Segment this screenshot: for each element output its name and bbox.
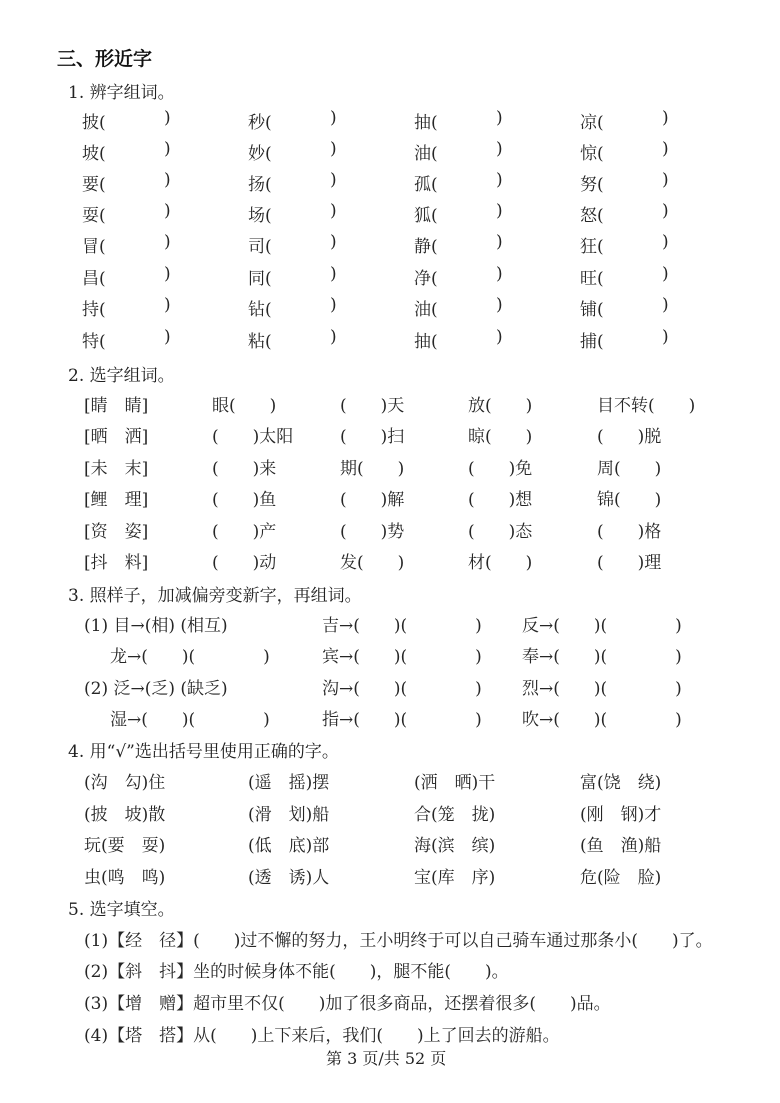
- q1-item: 油(: [414, 300, 438, 320]
- q3-item[interactable]: 吉→( )( ): [322, 616, 482, 636]
- q1-item: 捕(: [580, 332, 604, 352]
- q2-char-pair: [睛 睛]: [84, 396, 149, 416]
- q4-choice-item[interactable]: 玩(要 耍): [84, 836, 166, 856]
- q1-item: 狐(: [414, 206, 438, 226]
- q1-item: 司(: [248, 237, 272, 257]
- q1-answer-blank[interactable]: ): [496, 139, 503, 159]
- q1-answer-blank[interactable]: ): [164, 327, 171, 347]
- q1-answer-blank[interactable]: ): [662, 295, 669, 315]
- q2-answer-item[interactable]: ( )免: [468, 459, 533, 479]
- q1-item: 凉(: [580, 113, 604, 133]
- q2-answer-item[interactable]: ( )理: [597, 553, 662, 573]
- q3-item: (1) 目→(相) (相互): [84, 616, 228, 636]
- q4-choice-item[interactable]: (遥 摇)摆: [248, 773, 330, 793]
- q1-item: 冒(: [82, 237, 106, 257]
- q2-answer-item[interactable]: ( )想: [468, 490, 533, 510]
- q1-answer-blank[interactable]: ): [496, 170, 503, 190]
- q2-char-pair: [资 姿]: [84, 522, 149, 542]
- q2-answer-item[interactable]: ( )天: [340, 396, 405, 416]
- q1-answer-blank[interactable]: ): [164, 139, 171, 159]
- q4-choice-item[interactable]: (洒 晒)干: [414, 773, 496, 793]
- q1-item: 特(: [82, 332, 106, 352]
- q1-answer-blank[interactable]: ): [164, 170, 171, 190]
- q2-answer-item[interactable]: ( )态: [468, 522, 533, 542]
- q2-answer-item[interactable]: ( )鱼: [212, 490, 277, 510]
- q1-answer-blank[interactable]: ): [662, 201, 669, 221]
- q2-answer-item[interactable]: ( )脱: [597, 427, 662, 447]
- q3-item: (2) 泛→(乏) (缺乏): [84, 679, 228, 699]
- q1-answer-blank[interactable]: ): [330, 295, 337, 315]
- q1-answer-blank[interactable]: ): [496, 295, 503, 315]
- q1-answer-blank[interactable]: ): [330, 108, 337, 128]
- q3-item[interactable]: 沟→( )( ): [322, 679, 482, 699]
- q3-item[interactable]: 湿→( )( ): [110, 710, 270, 730]
- q3-item[interactable]: 烈→( )( ): [522, 679, 682, 699]
- q1-answer-blank[interactable]: ): [662, 170, 669, 190]
- q2-answer-item[interactable]: 发( ): [340, 553, 405, 573]
- q1-item: 怒(: [580, 206, 604, 226]
- q2-answer-item[interactable]: 眼( ): [212, 396, 277, 416]
- q1-answer-blank[interactable]: ): [662, 108, 669, 128]
- q1-answer-blank[interactable]: ): [330, 170, 337, 190]
- q3-item[interactable]: 奉→( )( ): [522, 647, 682, 667]
- q1-answer-blank[interactable]: ): [662, 232, 669, 252]
- q1-answer-blank[interactable]: ): [496, 264, 503, 284]
- q1-answer-blank[interactable]: ): [330, 201, 337, 221]
- q1-item: 油(: [414, 144, 438, 164]
- q2-answer-item[interactable]: 期( ): [340, 459, 405, 479]
- q2-answer-item[interactable]: ( )来: [212, 459, 277, 479]
- q4-choice-item[interactable]: 海(滨 缤): [414, 836, 496, 856]
- q3-item[interactable]: 宾→( )( ): [322, 647, 482, 667]
- q1-item: 粘(: [248, 332, 272, 352]
- q5-fill-sentence[interactable]: (1)【经 径】( )过不懈的努力，王小明终于可以自己骑车通过那条小( )了。: [84, 931, 713, 951]
- q4-choice-item[interactable]: (鱼 渔)船: [580, 836, 662, 856]
- q3-heading: 3. 照样子，加减偏旁变新字，再组词。: [68, 586, 362, 606]
- q1-item: 钻(: [248, 300, 272, 320]
- q1-item: 坡(: [82, 144, 106, 164]
- q1-answer-blank[interactable]: ): [164, 264, 171, 284]
- q2-answer-item[interactable]: 晾( ): [468, 427, 533, 447]
- q2-answer-item[interactable]: ( )扫: [340, 427, 405, 447]
- q1-item: 妙(: [248, 144, 272, 164]
- q1-answer-blank[interactable]: ): [164, 295, 171, 315]
- q4-choice-item[interactable]: (沟 勾)住: [84, 773, 166, 793]
- q2-answer-item[interactable]: ( )格: [597, 522, 662, 542]
- q1-item: 净(: [414, 269, 438, 289]
- q2-heading: 2. 选字组词。: [68, 366, 175, 386]
- q1-answer-blank[interactable]: ): [662, 139, 669, 159]
- q2-answer-item[interactable]: ( )动: [212, 553, 277, 573]
- q1-item: 惊(: [580, 144, 604, 164]
- q1-item: 孤(: [414, 175, 438, 195]
- q1-answer-blank[interactable]: ): [164, 232, 171, 252]
- q1-answer-blank[interactable]: ): [496, 232, 503, 252]
- q1-heading: 1. 辨字组词。: [68, 83, 175, 103]
- q2-char-pair: [未 末]: [84, 459, 149, 479]
- q4-choice-item[interactable]: 合(笼 拢): [414, 805, 496, 825]
- q4-choice-item[interactable]: (低 底)部: [248, 836, 330, 856]
- q2-answer-item[interactable]: 目不转( ): [597, 396, 696, 416]
- q1-answer-blank[interactable]: ): [330, 327, 337, 347]
- q4-heading: 4. 用“√”选出括号里使用正确的字。: [68, 742, 339, 762]
- q2-answer-item[interactable]: 放( ): [468, 396, 533, 416]
- q1-item: 抽(: [414, 113, 438, 133]
- q1-item: 狂(: [580, 237, 604, 257]
- q1-answer-blank[interactable]: ): [496, 108, 503, 128]
- q2-answer-item[interactable]: 周( ): [597, 459, 662, 479]
- q2-answer-item[interactable]: ( )势: [340, 522, 405, 542]
- q5-heading: 5. 选字填空。: [68, 900, 175, 920]
- q1-answer-blank[interactable]: ): [662, 327, 669, 347]
- q1-answer-blank[interactable]: ): [496, 201, 503, 221]
- q3-item[interactable]: 龙→( )( ): [110, 647, 270, 667]
- q3-item[interactable]: 吹→( )( ): [522, 710, 682, 730]
- q1-item: 耍(: [82, 206, 106, 226]
- q3-item[interactable]: 指→( )( ): [322, 710, 482, 730]
- q4-choice-item[interactable]: 虫(鸣 鸣): [84, 868, 166, 888]
- q5-fill-sentence[interactable]: (2)【斜 抖】坐的时候身体不能( )，腿不能( )。: [84, 962, 509, 982]
- q4-choice-item[interactable]: 富(饶 绕): [580, 773, 662, 793]
- section-title: 三、形近字: [57, 48, 153, 70]
- q4-choice-item[interactable]: (披 坡)散: [84, 805, 166, 825]
- q2-answer-item[interactable]: ( )产: [212, 522, 277, 542]
- q1-item: 场(: [248, 206, 272, 226]
- q1-item: 披(: [82, 113, 106, 133]
- q2-answer-item[interactable]: ( )太阳: [212, 427, 294, 447]
- q2-char-pair: [鲤 理]: [84, 490, 149, 510]
- q1-answer-blank[interactable]: ): [330, 139, 337, 159]
- q2-char-pair: [晒 洒]: [84, 427, 149, 447]
- q1-item: 同(: [248, 269, 272, 289]
- q1-answer-blank[interactable]: ): [164, 201, 171, 221]
- q1-answer-blank[interactable]: ): [496, 327, 503, 347]
- q1-item: 秒(: [248, 113, 272, 133]
- q5-fill-sentence[interactable]: (4)【塔 搭】从( )上下来后，我们( )上了回去的游船。: [84, 1026, 560, 1046]
- q2-answer-item[interactable]: 锦( ): [597, 490, 662, 510]
- q4-choice-item[interactable]: (透 诱)人: [248, 868, 330, 888]
- q1-item: 抽(: [414, 332, 438, 352]
- q1-item: 铺(: [580, 300, 604, 320]
- q1-answer-blank[interactable]: ): [330, 232, 337, 252]
- q4-choice-item[interactable]: 宝(库 序): [414, 868, 496, 888]
- q3-item[interactable]: 反→( )( ): [522, 616, 682, 636]
- q1-item: 要(: [82, 175, 106, 195]
- q2-char-pair: [抖 料]: [84, 553, 149, 573]
- q1-item: 努(: [580, 175, 604, 195]
- q5-fill-sentence[interactable]: (3)【增 赠】超市里不仅( )加了很多商品，还摆着很多( )品。: [84, 994, 611, 1014]
- q1-answer-blank[interactable]: ): [330, 264, 337, 284]
- q1-item: 昌(: [82, 269, 106, 289]
- q1-item: 旺(: [580, 269, 604, 289]
- q4-choice-item[interactable]: (滑 划)船: [248, 805, 330, 825]
- q2-answer-item[interactable]: ( )解: [340, 490, 405, 510]
- q1-item: 静(: [414, 237, 438, 257]
- q4-choice-item[interactable]: (刚 钢)才: [580, 805, 662, 825]
- q1-item: 持(: [82, 300, 106, 320]
- q1-item: 扬(: [248, 175, 272, 195]
- q4-choice-item[interactable]: 危(险 脸): [580, 868, 662, 888]
- q2-answer-item[interactable]: 材( ): [468, 553, 533, 573]
- page-number: 第 3 页/共 52 页: [326, 1049, 447, 1068]
- q1-answer-blank[interactable]: ): [662, 264, 669, 284]
- q1-answer-blank[interactable]: ): [164, 108, 171, 128]
